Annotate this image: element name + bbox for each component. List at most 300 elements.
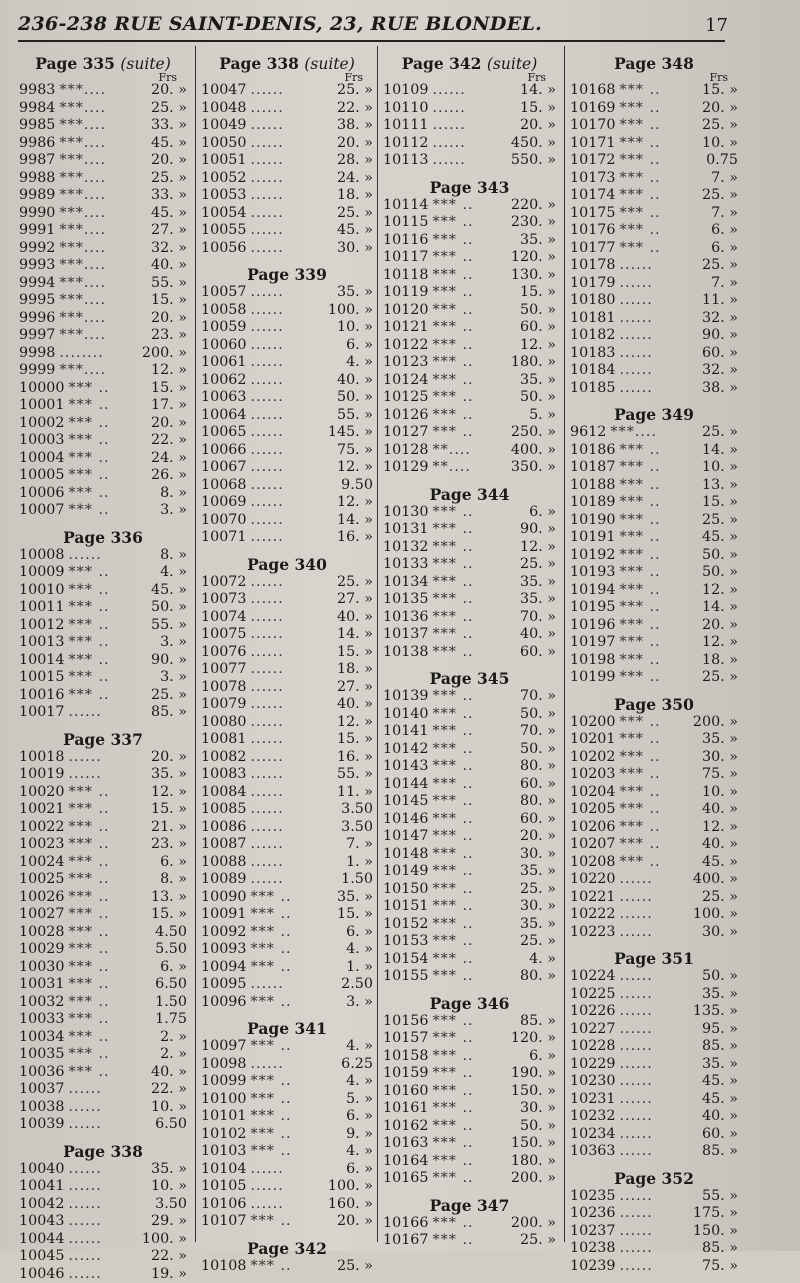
list-item (201, 205, 373, 223)
list-item (570, 714, 738, 732)
lot-marks: ...... (615, 1240, 701, 1258)
list-item (383, 881, 556, 899)
list-item (383, 302, 556, 320)
lot-price: 40. » (702, 1108, 738, 1126)
lot-price: 16. » (337, 529, 373, 547)
lot-number: 10220 (570, 871, 615, 889)
lot-marks: *** .. (64, 467, 150, 485)
list-item (570, 292, 738, 310)
list-item (570, 424, 738, 442)
lot-number: 10083 (201, 766, 246, 784)
list-item (383, 1065, 556, 1083)
lot-price: 15. » (151, 801, 187, 819)
lot-price: 45. » (151, 582, 187, 600)
lot-number: 10236 (570, 1205, 615, 1223)
lot-number: 9989 (19, 187, 55, 205)
list-item (19, 450, 187, 468)
list-item (201, 240, 373, 258)
list-item (19, 1046, 187, 1064)
lot-number: 10001 (19, 397, 64, 415)
lot-number: 10042 (19, 1196, 64, 1214)
list-item (19, 924, 187, 942)
lot-price: 11. » (337, 784, 373, 802)
lot-price: 15. » (702, 82, 738, 100)
section-title-text: Page 347 (430, 1196, 510, 1215)
list-item (383, 556, 556, 574)
lot-price: 4. » (346, 354, 373, 372)
lot-price: 12. » (337, 714, 373, 732)
list-item (19, 1081, 187, 1099)
lot-price: 28. » (337, 152, 373, 170)
lot-marks: *** .. (64, 889, 150, 907)
list-item (201, 661, 373, 679)
lot-price: 20. » (337, 135, 373, 153)
section-suite-label: (suite) (487, 55, 537, 73)
lot-price: 10. » (151, 1099, 187, 1117)
list-item (383, 319, 556, 337)
lot-price: 15. » (151, 380, 187, 398)
lot-marks: ...... (64, 749, 150, 767)
lot-number: 10231 (570, 1091, 615, 1109)
section-title-text: Page 345 (430, 669, 510, 688)
lot-price: 200. » (511, 1170, 556, 1188)
lot-price: 35. » (520, 232, 556, 250)
lot-number: 10017 (19, 704, 64, 722)
lot-number: 10363 (570, 1143, 615, 1161)
lot-number: 10062 (201, 372, 246, 390)
lot-price: 25. » (337, 82, 373, 100)
lot-price: 12. » (702, 634, 738, 652)
lot-marks: ...... (246, 477, 341, 495)
lot-number: 10074 (201, 609, 246, 627)
lot-price: 180. » (511, 1153, 556, 1171)
list-item (201, 906, 373, 924)
lot-marks: ***.... (55, 117, 151, 135)
lot-marks: *** .. (428, 407, 529, 425)
lot-marks: ...... (246, 696, 336, 714)
lot-price: 20. » (702, 617, 738, 635)
lot-marks: ...... (246, 222, 336, 240)
lot-price: 250. » (511, 424, 556, 442)
lot-price: 24. » (151, 450, 187, 468)
lot-number: 10133 (383, 556, 428, 574)
list-item (383, 232, 556, 250)
lot-marks: *** .. (64, 906, 150, 924)
list-item (570, 362, 738, 380)
lot-price: 200. » (142, 345, 187, 363)
lot-number: 10041 (19, 1178, 64, 1196)
lot-number: 10197 (570, 634, 615, 652)
lot-price: 6. » (711, 222, 738, 240)
lot-number: 10184 (570, 362, 615, 380)
lot-number: 10006 (19, 485, 64, 503)
lot-number: 10130 (383, 504, 428, 522)
list-item (19, 432, 187, 450)
lot-number: 10170 (570, 117, 615, 135)
section-suite-label: (suite) (304, 55, 354, 73)
list-item (383, 407, 556, 425)
list-item (383, 117, 556, 135)
list-item (383, 1215, 556, 1233)
lot-number: 10036 (19, 1064, 64, 1082)
lot-number: 10191 (570, 529, 615, 547)
lot-marks: ...... (246, 354, 346, 372)
section-title (383, 170, 556, 197)
list-item (383, 267, 556, 285)
lot-number: 9996 (19, 310, 55, 328)
lot-marks: *** .. (428, 197, 510, 215)
lot-number: 10029 (19, 941, 64, 959)
lot-price: 5.50 (155, 941, 187, 959)
lot-price: 3. » (160, 669, 187, 687)
lot-number: 10193 (570, 564, 615, 582)
lot-number: 10185 (570, 380, 615, 398)
list-item (570, 257, 738, 275)
section-title (570, 941, 738, 968)
list-item (383, 539, 556, 557)
lot-number: 10205 (570, 801, 615, 819)
lot-number: 10140 (383, 706, 428, 724)
lot-marks: ...... (246, 626, 336, 644)
lot-number: 10105 (201, 1178, 246, 1196)
lot-marks: *** .. (428, 232, 519, 250)
lot-price: 50. » (520, 706, 556, 724)
lot-number: 10071 (201, 529, 246, 547)
list-item (201, 644, 373, 662)
lot-price: 35. » (151, 766, 187, 784)
lot-marks: ***.... (55, 327, 151, 345)
lot-marks: ...... (64, 1266, 150, 1283)
lot-number: 9997 (19, 327, 55, 345)
lot-price: 35. » (520, 916, 556, 934)
list-item (201, 187, 373, 205)
lot-price: 35. » (520, 591, 556, 609)
lot-number: 10022 (19, 819, 64, 837)
lot-price: 35. » (151, 1161, 187, 1179)
lot-marks: *** .. (428, 504, 529, 522)
list-item (201, 819, 373, 837)
lot-number: 10054 (201, 205, 246, 223)
lot-price: 1. » (346, 959, 373, 977)
lot-number: 10125 (383, 389, 428, 407)
lot-price: 190. » (511, 1065, 556, 1083)
lot-price: 3.50 (155, 1196, 187, 1214)
lot-number: 10039 (19, 1116, 64, 1134)
lot-marks: *** .. (428, 591, 519, 609)
lot-number: 10235 (570, 1188, 615, 1206)
list-item (19, 1011, 187, 1029)
lot-price: 25. » (520, 1232, 556, 1250)
list-item (201, 319, 373, 337)
list-item (201, 222, 373, 240)
list-item (201, 407, 373, 425)
lot-price: 20. » (151, 82, 187, 100)
lot-price: 40. » (151, 257, 187, 275)
lot-price: 550. » (511, 152, 556, 170)
lot-price: 4.50 (155, 924, 187, 942)
lot-number: 10141 (383, 723, 428, 741)
lot-price: 25. » (702, 889, 738, 907)
lot-number: 10122 (383, 337, 428, 355)
list-item (570, 564, 738, 582)
lot-marks: *** .. (615, 152, 706, 170)
lot-price: 25. » (702, 512, 738, 530)
lot-marks: *** .. (428, 776, 519, 794)
lot-marks: ...... (64, 1116, 155, 1134)
list-item (383, 459, 556, 477)
lot-number: 10158 (383, 1048, 428, 1066)
lot-price: 100. » (693, 906, 738, 924)
lot-marks: *** .. (615, 784, 701, 802)
lot-number: 10095 (201, 976, 246, 994)
lot-number: 10063 (201, 389, 246, 407)
lot-number: 10150 (383, 881, 428, 899)
lot-marks: *** .. (615, 477, 701, 495)
lot-price: 32. » (702, 310, 738, 328)
section-title (383, 44, 556, 73)
lot-number: 10002 (19, 415, 64, 433)
lot-marks: *** .. (64, 1046, 160, 1064)
lot-marks: *** .. (64, 941, 155, 959)
lot-marks: ***.... (55, 82, 151, 100)
lot-price: 9. » (346, 1126, 373, 1144)
lot-price: 15. » (337, 644, 373, 662)
list-item (19, 801, 187, 819)
list-item (383, 951, 556, 969)
lot-price: 7. » (346, 836, 373, 854)
lot-number: 9998 (19, 345, 55, 363)
lot-price: 35. » (520, 574, 556, 592)
list-item (201, 731, 373, 749)
lot-price: 20. » (520, 117, 556, 135)
lot-price: 50. » (520, 389, 556, 407)
lot-number: 10187 (570, 459, 615, 477)
lot-marks: *** .. (246, 959, 346, 977)
lot-marks: *** .. (615, 854, 701, 872)
lot-price: 25. » (520, 933, 556, 951)
lot-number: 10183 (570, 345, 615, 363)
lot-marks: *** .. (428, 706, 519, 724)
lot-price: 75. » (337, 442, 373, 460)
list-item (570, 854, 738, 872)
lot-price: 25. » (520, 556, 556, 574)
lot-price: 22. » (151, 1081, 187, 1099)
lot-number: 10198 (570, 652, 615, 670)
lot-price: 4. » (346, 1143, 373, 1161)
lot-number: 10202 (570, 749, 615, 767)
list-item (19, 1196, 187, 1214)
lot-number: 10169 (570, 100, 615, 118)
lot-price: 29. » (151, 1213, 187, 1231)
list-item (383, 521, 556, 539)
lot-number: 10014 (19, 652, 64, 670)
lot-marks: *** .. (615, 801, 701, 819)
lot-number: 10103 (201, 1143, 246, 1161)
currency-label: Frs (201, 73, 373, 82)
lot-marks: *** .. (428, 741, 519, 759)
lot-marks: ...... (615, 1003, 692, 1021)
lot-number: 10165 (383, 1170, 428, 1188)
lot-price: 19. » (151, 1266, 187, 1283)
lot-price: 150. » (511, 1135, 556, 1153)
lot-price: 45. » (702, 854, 738, 872)
lot-number: 10173 (570, 170, 615, 188)
lot-marks: ...... (615, 1126, 701, 1144)
lot-marks: *** .. (428, 828, 519, 846)
section-title-text: Page 344 (430, 485, 510, 504)
list-item (383, 688, 556, 706)
lot-price: 20. » (151, 749, 187, 767)
list-item (570, 1108, 738, 1126)
list-item (570, 135, 738, 153)
lot-number: 10023 (19, 836, 64, 854)
lot-price: 150. » (693, 1223, 738, 1241)
lot-price: 7. » (711, 275, 738, 293)
list-item (201, 302, 373, 320)
list-item (383, 424, 556, 442)
lot-marks: ...... (428, 82, 519, 100)
list-item (383, 706, 556, 724)
lot-price: 200. » (511, 1215, 556, 1233)
list-item (570, 582, 738, 600)
lot-number: 10119 (383, 284, 428, 302)
lot-number: 9987 (19, 152, 55, 170)
section-title-text: Page 341 (247, 1019, 327, 1038)
list-item (19, 362, 187, 380)
lot-marks: ...... (246, 284, 336, 302)
list-item (570, 801, 738, 819)
lot-marks: ...... (246, 1196, 327, 1214)
lot-marks: *** .. (615, 459, 701, 477)
lot-number: 10065 (201, 424, 246, 442)
lot-number: 10112 (383, 135, 428, 153)
lot-number: 10178 (570, 257, 615, 275)
lot-marks: *** .. (615, 494, 701, 512)
lot-price: 230. » (511, 214, 556, 232)
list-item (570, 477, 738, 495)
lot-number: 10033 (19, 1011, 64, 1029)
lot-price: 15. » (151, 906, 187, 924)
lot-price: 38. » (702, 380, 738, 398)
list-item (570, 529, 738, 547)
lot-number: 10067 (201, 459, 246, 477)
lot-marks: *** .. (64, 854, 160, 872)
lot-price: 1.50 (341, 871, 373, 889)
lot-number: 10028 (19, 924, 64, 942)
lot-marks: ...... (615, 1021, 701, 1039)
section-title-text: Page 335 (35, 54, 115, 73)
lot-number: 10060 (201, 337, 246, 355)
list-item (570, 205, 738, 223)
lot-price: 40. » (702, 836, 738, 854)
lot-price: 85. » (702, 1038, 738, 1056)
section-title-text: Page 338 (219, 54, 299, 73)
lot-marks: *** .. (246, 889, 336, 907)
lot-marks: *** .. (428, 267, 510, 285)
lot-number: 10066 (201, 442, 246, 460)
lot-price: 45. » (702, 1073, 738, 1091)
list-item (383, 968, 556, 986)
list-item (570, 380, 738, 398)
lot-marks: ...... (615, 889, 701, 907)
lot-marks: ...... (64, 1231, 141, 1249)
lot-marks: *** .. (615, 170, 711, 188)
lot-number: 10090 (201, 889, 246, 907)
lot-marks: *** .. (615, 766, 701, 784)
list-item (383, 776, 556, 794)
lot-marks: ...... (246, 784, 336, 802)
list-item (19, 397, 187, 415)
lot-marks: ...... (615, 906, 692, 924)
list-item (201, 1213, 373, 1231)
list-item (570, 819, 738, 837)
lot-marks: ...... (615, 1205, 692, 1223)
lot-price: 30. » (702, 749, 738, 767)
lot-number: 10222 (570, 906, 615, 924)
lot-marks: *** .. (428, 424, 510, 442)
lot-price: 10. » (702, 459, 738, 477)
list-item (570, 1091, 738, 1109)
lot-marks: ...... (246, 100, 336, 118)
list-item (570, 494, 738, 512)
list-item (570, 889, 738, 907)
list-item (383, 758, 556, 776)
lot-number: 10052 (201, 170, 246, 188)
lot-price: 13. » (702, 477, 738, 495)
lot-number: 10061 (201, 354, 246, 372)
lot-marks: *** .. (615, 117, 701, 135)
list-item (201, 354, 373, 372)
lot-number: 10040 (19, 1161, 64, 1179)
list-item (570, 1021, 738, 1039)
list-item (383, 741, 556, 759)
lot-number: 10000 (19, 380, 64, 398)
lot-marks: *** .. (64, 397, 150, 415)
lot-marks: *** .. (246, 1258, 336, 1276)
lot-marks: *** .. (64, 634, 160, 652)
lot-number: 10162 (383, 1118, 428, 1136)
column-divider-2 (377, 46, 378, 1242)
lot-price: 25. » (702, 187, 738, 205)
list-item (19, 819, 187, 837)
lot-marks: *** .. (428, 521, 519, 539)
lot-marks: ...... (246, 529, 336, 547)
lot-number: 10020 (19, 784, 64, 802)
lot-number: 10064 (201, 407, 246, 425)
list-item (201, 152, 373, 170)
section-title (570, 687, 738, 714)
lot-number: 10111 (383, 117, 428, 135)
list-item (570, 1003, 738, 1021)
list-item (19, 906, 187, 924)
lot-number: 10224 (570, 968, 615, 986)
lot-number: 10182 (570, 327, 615, 345)
lot-marks: ...... (246, 819, 341, 837)
lot-price: 10. » (702, 135, 738, 153)
lot-number: 10134 (383, 574, 428, 592)
lot-marks: *** .. (615, 582, 701, 600)
lot-marks: ...... (246, 731, 336, 749)
lot-marks: ...... (246, 1161, 346, 1179)
list-item (201, 959, 373, 977)
lot-marks: ...... (615, 327, 701, 345)
lot-number: 10160 (383, 1083, 428, 1101)
lot-price: 40. » (520, 626, 556, 644)
lot-marks: *** .. (428, 863, 519, 881)
list-item (383, 591, 556, 609)
lot-price: 40. » (702, 801, 738, 819)
lot-marks: ***.... (55, 187, 151, 205)
